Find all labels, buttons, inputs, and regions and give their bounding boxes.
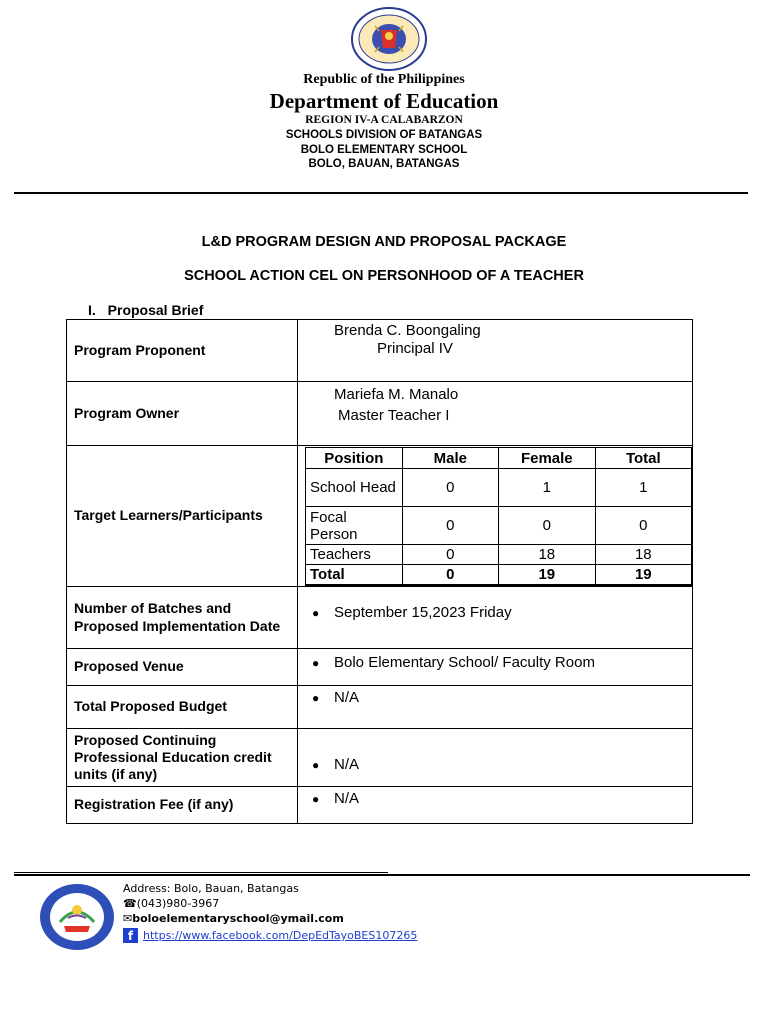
section-number: I.: [88, 302, 96, 318]
cpe-label: Proposed Continuing Professional Education credit units (if any): [67, 728, 298, 786]
batches-label: Number of Batches and Proposed Implementation Date: [67, 586, 298, 648]
footer-address: Address: Bolo, Bauan, Batangas: [123, 882, 299, 895]
batches-cell: [298, 586, 693, 648]
document-subtitle: SCHOOL ACTION CEL ON PERSONHOOD OF A TEACHER: [184, 268, 584, 284]
total-female: 19: [499, 565, 596, 585]
region-line: REGION IV-A CALABARZON: [305, 114, 463, 126]
owner-cell: [298, 382, 693, 446]
batches-value: September 15,2023 Friday: [334, 604, 512, 621]
owner-row: [67, 382, 693, 446]
owner-title: Master Teacher I: [338, 407, 450, 424]
row-position: School Head: [306, 469, 403, 507]
facebook-icon: f: [123, 928, 138, 943]
participants-header-row: [306, 448, 692, 469]
total-male: 0: [402, 565, 498, 585]
row-position: Teachers: [306, 545, 403, 565]
header-divider: [14, 192, 748, 194]
row-male: 0: [402, 469, 498, 507]
row-male: 0: [402, 507, 498, 545]
fee-row: [67, 786, 693, 823]
bullet-icon: ●: [312, 606, 320, 620]
header-female: Female: [499, 448, 596, 469]
learners-row: [67, 446, 693, 587]
total-total: 19: [595, 565, 691, 585]
fee-value: N/A: [334, 789, 360, 807]
proponent-title: Principal IV: [377, 340, 453, 357]
row-female: 1: [499, 469, 596, 507]
batches-row: [67, 586, 693, 648]
footer-email: boloelementaryschool@ymail.com: [132, 912, 344, 925]
bullet-icon: ●: [312, 758, 320, 772]
owner-label: Program Owner: [67, 382, 298, 446]
cpe-cell: [298, 728, 693, 786]
proponent-label: Program Proponent: [67, 320, 298, 382]
division-line: SCHOOLS DIVISION OF BATANGAS: [285, 129, 483, 141]
owner-name: Mariefa M. Manalo: [334, 386, 459, 403]
footer-divider: [14, 874, 750, 876]
row-male: 0: [402, 545, 498, 565]
header-male: Male: [402, 448, 498, 469]
school-address-line: BOLO, BAUAN, BATANGAS: [308, 158, 460, 170]
school-line: BOLO ELEMENTARY SCHOOL: [300, 144, 468, 156]
footer-divider-thin: [14, 872, 388, 873]
row-total: 1: [595, 469, 691, 507]
school-seal-logo: [38, 882, 116, 952]
participants-table: [305, 447, 692, 586]
proponent-row: [67, 320, 693, 382]
table-row: [306, 469, 692, 507]
row-female: 0: [499, 507, 596, 545]
total-label: Total: [306, 565, 403, 585]
bullet-icon: ●: [312, 791, 320, 806]
cpe-value: N/A: [334, 756, 360, 773]
total-row: [306, 565, 692, 585]
mail-icon: ✉: [123, 912, 133, 925]
proponent-cell: [298, 320, 693, 382]
bullet-icon: ●: [312, 690, 320, 705]
learners-label: Target Learners/Participants: [67, 446, 298, 587]
fee-label: Registration Fee (if any): [67, 786, 298, 823]
fee-cell: [298, 786, 693, 823]
deped-seal-logo: [350, 6, 428, 72]
header-total: Total: [595, 448, 691, 469]
learners-cell: [298, 446, 693, 587]
venue-cell: [298, 648, 693, 685]
venue-value: Bolo Elementary School/ Faculty Room: [334, 653, 595, 671]
footer-phone: (043)980-3967: [136, 897, 220, 910]
proposal-brief-table: [66, 319, 693, 824]
row-female: 18: [499, 545, 596, 565]
proponent-name: Brenda C. Boongaling: [334, 322, 481, 339]
republic-line: Republic of the Philippines: [303, 72, 465, 87]
budget-cell: [298, 685, 693, 728]
document-title: L&D PROGRAM DESIGN AND PROPOSAL PACKAGE: [201, 234, 567, 250]
bullet-icon: ●: [312, 655, 320, 670]
venue-row: [67, 648, 693, 685]
section-heading: [88, 302, 203, 318]
table-row: [306, 507, 692, 545]
section-title: Proposal Brief: [107, 302, 204, 318]
row-position: Focal Person: [306, 507, 403, 545]
row-total: 18: [595, 545, 691, 565]
table-row: [306, 545, 692, 565]
cpe-row: [67, 728, 693, 786]
budget-row: [67, 685, 693, 728]
budget-label: Total Proposed Budget: [67, 685, 298, 728]
header-position: Position: [306, 448, 403, 469]
venue-label: Proposed Venue: [67, 648, 298, 685]
department-title: Department of Education: [269, 89, 499, 113]
phone-icon: ☎: [123, 897, 137, 910]
footer-contact: [123, 881, 417, 943]
row-total: 0: [595, 507, 691, 545]
budget-value: N/A: [334, 688, 360, 706]
facebook-link[interactable]: https://www.facebook.com/DepEdTayoBES107265: [143, 929, 418, 942]
